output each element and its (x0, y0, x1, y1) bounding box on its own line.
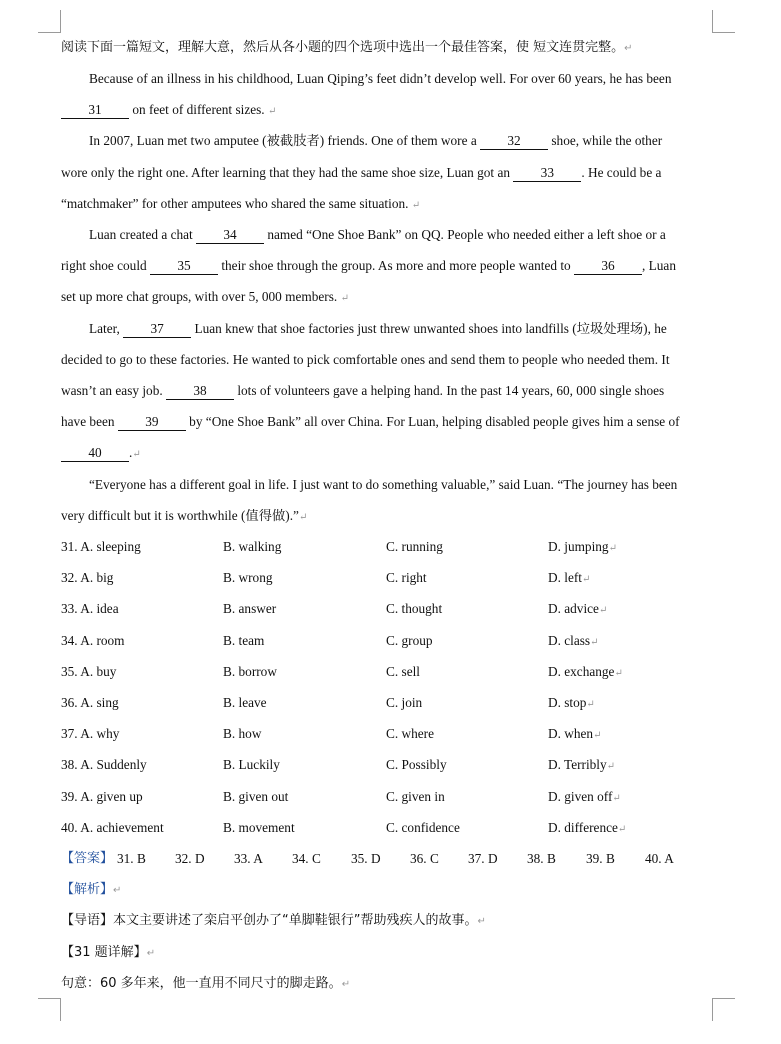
option-question: 38. A. Suddenly (61, 757, 147, 772)
option-choice: C. thought (386, 601, 443, 616)
blank-35: 35 (150, 258, 218, 275)
option-choice: D. exchange↵ (548, 664, 623, 679)
passage-line: Luan created a chat 34 named “One Shoe Bank” on QQ. People who needed either a left shoe or a (89, 227, 666, 242)
answer-item: 32. D (175, 851, 205, 866)
passage-line: set up more chat groups, with over 5, 000 members. ↵ (61, 289, 349, 304)
detail-heading: 【31 题详解】↵ (61, 945, 156, 960)
return-mark: ↵ (617, 824, 627, 835)
option-choice: B. leave (223, 695, 267, 710)
passage-line: have been 39 by “One Shoe Bank” all over China. For Luan, helping disabled people gives him a sense of (61, 414, 680, 429)
option-question: 36. A. sing (61, 695, 119, 710)
return-mark: ↵ (590, 637, 599, 648)
option-choice: B. wrong (223, 570, 273, 585)
option-question: 40. A. achievement (61, 820, 164, 835)
blank-39: 39 (118, 414, 186, 431)
passage-line: wasn’t an easy job. 38 lots of volunteers gave a helping hand. In the past 14 years, 60, 000 single shoes (61, 383, 665, 398)
passage-line: 40 .↵ (61, 443, 721, 465)
option-choice: D. Terribly↵ (548, 757, 616, 772)
passage-line: right shoe could 35 their shoe through the group. As more and more people wanted to 36 , Luan (61, 258, 676, 273)
corner-mark-top-left (38, 10, 61, 33)
option-question: 34. A. room (61, 633, 125, 648)
analysis-heading: 【解析】↵ (61, 882, 122, 897)
passage-line: decided to go to these factories. He wanted to pick comfortable ones and send them to people who needed them. It (61, 352, 670, 367)
answer-item: 34. C (292, 851, 321, 866)
option-choice: C. given in (386, 789, 445, 804)
blank-40: 40 (61, 445, 129, 462)
option-choice: C. where (386, 726, 434, 741)
answer-item: 39. B (586, 851, 615, 866)
option-question: 39. A. given up (61, 789, 143, 804)
instruction: 阅读下面一篇短文，理解大意，然后从各小题的四个选项中选出一个最佳答案，使 短文连贯完整。↵ (61, 40, 633, 55)
corner-mark-top-right (712, 10, 735, 33)
passage-line: Because of an illness in his childhood, Luan Qiping’s feet didn’t develop well. For over 60 years, he has been (89, 71, 672, 86)
option-choice: B. movement (223, 820, 295, 835)
blank-36: 36 (574, 258, 642, 275)
option-choice: B. Luckily (223, 757, 280, 772)
option-question: 33. A. idea (61, 601, 119, 616)
return-mark: ↵ (593, 730, 602, 741)
answer-item: 33. A (234, 851, 263, 866)
option-choice: C. confidence (386, 820, 460, 835)
option-choice: D. class↵ (548, 633, 599, 648)
return-mark: ↵ (581, 574, 591, 585)
option-choice: B. borrow (223, 664, 277, 679)
option-choice: B. walking (223, 539, 282, 554)
option-choice: C. running (386, 539, 443, 554)
option-choice: C. right (386, 570, 427, 585)
passage-line: “Everyone has a different goal in life. I just want to do something valuable,” said Luan. “The journey has been (89, 477, 678, 492)
return-mark: ↵ (606, 761, 616, 772)
answer-item: 36. C (410, 851, 439, 866)
answer-item: 35. D (351, 851, 381, 866)
answer-item: 37. D (468, 851, 498, 866)
passage-line: wore only the right one. After learning that they had the same shoe size, Luan got an 33 . He could be a (61, 165, 662, 180)
passage-line: “matchmaker” for other amputees who shared the same situation. ↵ (61, 196, 421, 211)
option-choice: B. answer (223, 601, 277, 616)
option-choice: B. team (223, 633, 265, 648)
answer-item: 38. B (527, 851, 556, 866)
option-question: 31. A. sleeping (61, 539, 141, 554)
option-choice: C. join (386, 695, 423, 710)
option-choice: B. how (223, 726, 262, 741)
return-mark: ↵ (612, 793, 621, 804)
answer-label: 【答案】 (61, 851, 114, 866)
corner-mark-bottom-left (38, 998, 61, 1021)
option-choice: C. sell (386, 664, 420, 679)
option-choice: C. Possibly (386, 757, 447, 772)
blank-34: 34 (196, 227, 264, 244)
option-choice: D. jumping↵ (548, 539, 617, 554)
intro-line: 【导语】本文主要讲述了栾启平创办了“单脚鞋银行”帮助残疾人的故事。↵ (61, 913, 486, 928)
return-mark: ↵ (608, 543, 617, 554)
option-choice: C. group (386, 633, 433, 648)
answer-item: 31. B (117, 851, 146, 866)
blank-31: 31 (61, 102, 129, 119)
return-mark: ↵ (598, 605, 608, 616)
return-mark: ↵ (614, 668, 623, 679)
passage-line: Later, 37 Luan knew that shoe factories just threw unwanted shoes into landfills (垃圾处理场), he (89, 321, 667, 336)
return-mark: ↵ (586, 699, 595, 710)
answer-row (61, 849, 721, 869)
option-choice: D. given off↵ (548, 789, 621, 804)
option-question: 32. A. big (61, 570, 114, 585)
blank-38: 38 (166, 383, 234, 400)
passage-line: 31 on feet of different sizes. ↵ (61, 100, 721, 122)
option-choice: B. given out (223, 789, 289, 804)
blank-33: 33 (513, 165, 581, 182)
option-choice: D. advice↵ (548, 601, 608, 616)
option-question: 35. A. buy (61, 664, 117, 679)
option-choice: D. stop↵ (548, 695, 595, 710)
option-choice: D. left↵ (548, 570, 591, 585)
option-question: 37. A. why (61, 726, 120, 741)
option-choice: D. when↵ (548, 726, 602, 741)
answer-item: 40. A (645, 851, 674, 866)
passage-line: In 2007, Luan met two amputee (被截肢者) friends. One of them wore a 32 shoe, while the other (89, 133, 663, 148)
passage-line: very difficult but it is worthwhile (值得做).”↵ (61, 508, 308, 523)
corner-mark-bottom-right (712, 998, 735, 1021)
blank-32: 32 (480, 133, 548, 150)
option-choice: D. difference↵ (548, 820, 627, 835)
detail-line: 句意：60 多年来，他一直用不同尺寸的脚走路。↵ (61, 976, 351, 991)
blank-37: 37 (123, 321, 191, 338)
